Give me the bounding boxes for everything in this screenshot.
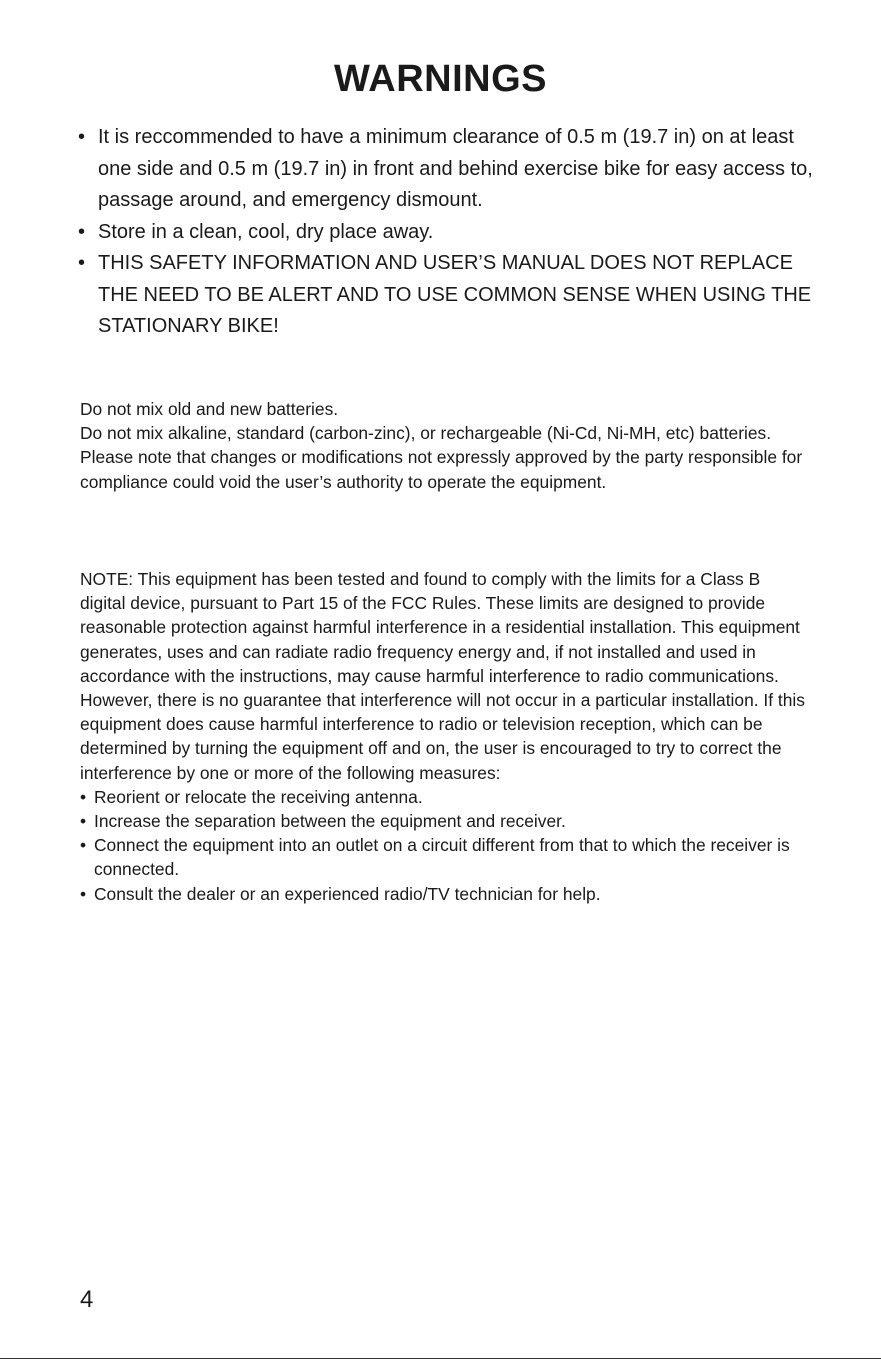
fcc-measure-item [80,809,810,833]
bullet-icon: • [80,786,87,807]
battery-notice [80,397,810,494]
page-number: 4 [80,1286,94,1313]
modification-notice: Please note that changes or modifications not expressly approved by the party responsible for compliance could void the user’s authority to operate the equipment. [80,447,803,492]
bullet-icon: • [80,835,87,856]
warning-item-common-sense [78,248,818,343]
bullet-icon: • [80,883,87,904]
bullet-icon: • [80,811,87,832]
fcc-measure-text: Reorient or relocate the receiving antenna. [94,786,423,807]
fcc-measure-text: Connect the equipment into an outlet on a circuit different from that to which the receiver is connected. [94,835,790,880]
bottom-divider [0,1358,881,1359]
fcc-notice [80,567,810,906]
fcc-measure-text: Consult the dealer or an experienced radio/TV technician for help. [94,883,601,904]
page-title: WARNINGS [334,58,547,100]
warning-item-storage [78,217,818,249]
battery-line: Do not mix alkaline, standard (carbon-zinc), or rechargeable (Ni-Cd, Ni-MH, etc) batteries. [80,423,772,444]
fcc-measure-item [80,882,810,906]
bullet-icon: • [78,220,86,243]
fcc-measure-text: Increase the separation between the equipment and receiver. [94,811,566,832]
warning-text: It is reccommended to have a minimum clearance of 0.5 m (19.7 in) on at least one side and 0.5 m (19.7 in) in front and behind exercise bike for easy access to, passage around, and emergency dismount. [98,126,813,211]
bullet-icon: • [78,252,86,274]
fcc-measure-item [80,785,810,809]
warning-text: THIS SAFETY INFORMATION AND USER’S MANUAL DOES NOT REPLACE THE NEED TO BE ALERT AND TO USE COMMON SENSE WHEN USING THE STATIONARY BIKE! [98,252,812,337]
fcc-measure-item [80,833,810,881]
bullet-icon: • [78,126,86,148]
warning-item-clearance [78,122,818,217]
battery-line: Do not mix old and new batteries. [80,399,339,419]
fcc-measures-list [80,785,810,906]
warnings-list [78,122,818,343]
warning-text: Store in a clean, cool, dry place away. [98,220,434,243]
fcc-note-paragraph: NOTE: This equipment has been tested and found to comply with the limits for a Class B digital device, pursuant to Part 15 of the FCC Rules. These limits are designed to provide reasonable protection against harmful interference in a residential installation. This equipment generates, uses and can radiate radio frequency energy and, if not installed and used in accordance with the instructions, may cause harmful interference to radio communications. However, there is no guarantee that interference will not occur in a particular installation. If this equipment does cause harmful interference to radio or television reception, which can be determined by turning the equipment off and on, the user is encouraged to try to correct the interference by one or more of the following measures: [80,569,805,783]
